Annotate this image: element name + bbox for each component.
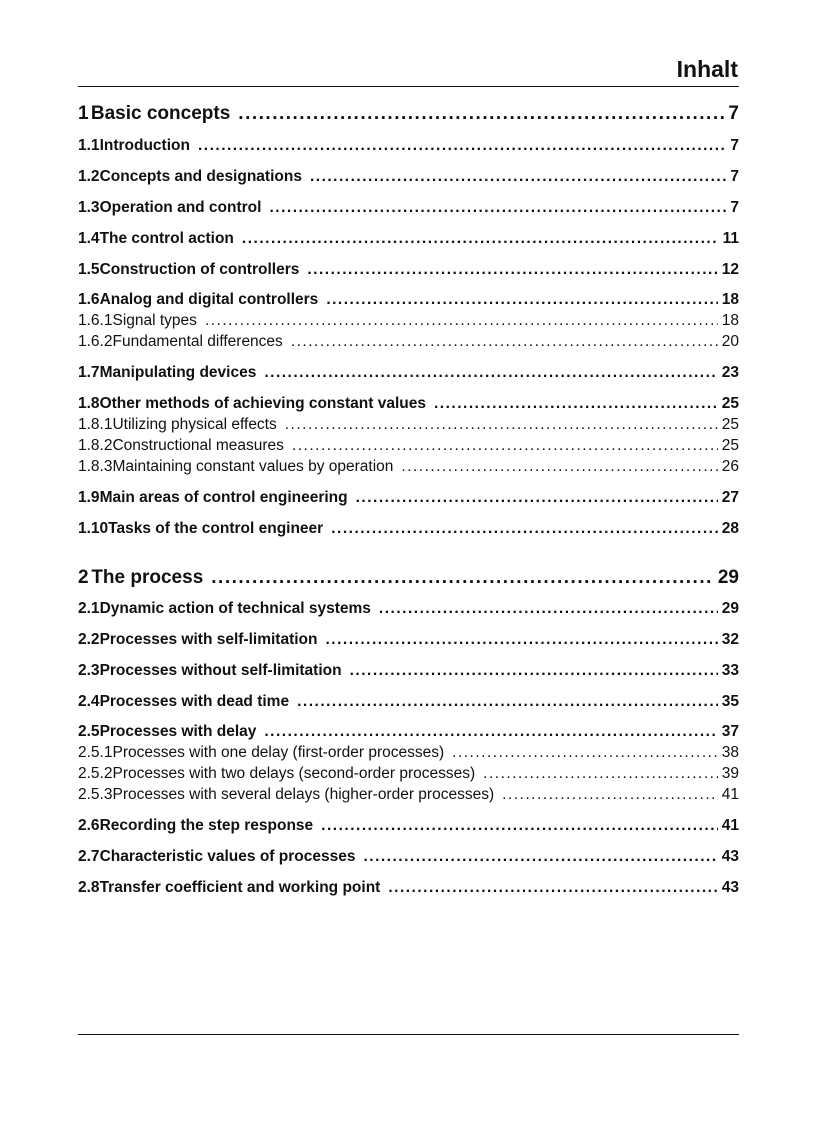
toc-entry-page: 25 bbox=[721, 437, 739, 454]
toc-dot-leader bbox=[388, 879, 717, 897]
toc-entry-number: 1.6 bbox=[78, 291, 100, 308]
toc-entry[interactable] bbox=[78, 723, 739, 743]
toc-entry[interactable] bbox=[78, 333, 739, 353]
toc-entry[interactable] bbox=[78, 786, 739, 806]
toc-entry-title: Fundamental differences bbox=[112, 333, 283, 350]
toc-entry-number: 2.8 bbox=[78, 879, 100, 896]
toc-dot-leader bbox=[434, 395, 718, 413]
toc-entry-number: 1.2 bbox=[78, 168, 100, 185]
toc-dot-leader bbox=[350, 662, 718, 680]
toc-entry[interactable] bbox=[78, 103, 739, 127]
toc-dot-leader bbox=[356, 489, 718, 507]
toc-entry-page: 43 bbox=[721, 879, 739, 896]
toc-entry-title: Processes with two delays (second-order processes) bbox=[112, 765, 476, 782]
toc-entry-title: Processes without self-limitation bbox=[99, 662, 342, 679]
toc-entry-number: 1.6.1 bbox=[78, 312, 113, 329]
toc-entry[interactable] bbox=[78, 600, 739, 620]
toc-entry-number: 1.10 bbox=[78, 520, 109, 537]
page-title: Inhalt bbox=[676, 56, 738, 82]
toc-entry-page: 7 bbox=[728, 103, 739, 124]
toc-entry-number: 1.6.2 bbox=[78, 333, 113, 350]
toc-dot-leader bbox=[264, 364, 717, 382]
toc-entry-title: Dynamic action of technical systems bbox=[99, 600, 371, 617]
toc-entry-title: Concepts and designations bbox=[99, 168, 302, 185]
toc-entry-page: 28 bbox=[721, 520, 739, 537]
toc-entry-title: Processes with several delays (higher-order processes) bbox=[112, 786, 495, 803]
toc-entry-number: 1.8.3 bbox=[78, 458, 113, 475]
toc-entry[interactable] bbox=[78, 765, 739, 785]
toc-entry-title: Characteristic values of processes bbox=[99, 848, 356, 865]
toc-entry-page: 18 bbox=[721, 291, 739, 308]
toc-entry-page: 37 bbox=[721, 723, 739, 740]
toc-entry[interactable] bbox=[78, 364, 739, 384]
toc-entry-title: Signal types bbox=[112, 312, 197, 329]
toc-entry-number: 2.1 bbox=[78, 600, 100, 617]
toc-entry-number: 2.3 bbox=[78, 662, 100, 679]
toc-entry-number: 2.7 bbox=[78, 848, 100, 865]
toc-entry-number: 1.3 bbox=[78, 199, 100, 216]
toc-entry[interactable] bbox=[78, 848, 739, 868]
toc-entry-page: 7 bbox=[730, 137, 739, 154]
toc-entry-page: 29 bbox=[717, 567, 739, 588]
toc-entry[interactable] bbox=[78, 230, 739, 250]
toc-entry-page: 41 bbox=[721, 817, 739, 834]
toc-entry-title: Transfer coefficient and working point bbox=[99, 879, 381, 896]
toc-entry-number: 2.5.1 bbox=[78, 744, 113, 761]
toc-entry-number: 2.2 bbox=[78, 631, 100, 648]
toc-entry-page: 25 bbox=[721, 416, 739, 433]
toc-entry-page: 43 bbox=[721, 848, 739, 865]
toc-entry-title: Analog and digital controllers bbox=[99, 291, 319, 308]
toc-entry-number: 1.8.1 bbox=[78, 416, 113, 433]
toc-dot-leader bbox=[452, 744, 718, 762]
toc-entry[interactable] bbox=[78, 817, 739, 837]
toc-entry-page: 26 bbox=[721, 458, 739, 475]
toc-dot-leader bbox=[285, 416, 718, 434]
toc-entry-title: Other methods of achieving constant values bbox=[99, 395, 426, 412]
toc-entry-title: Basic concepts bbox=[90, 103, 231, 124]
toc-entry[interactable] bbox=[78, 662, 739, 682]
header-rule bbox=[78, 86, 739, 87]
toc-entry-number: 2 bbox=[78, 567, 89, 588]
toc-dot-leader bbox=[310, 168, 726, 186]
toc-dot-leader bbox=[483, 765, 718, 783]
toc-entry-title: Tasks of the control engineer bbox=[108, 520, 324, 537]
toc-dot-leader bbox=[211, 567, 714, 589]
toc-dot-leader bbox=[326, 631, 718, 649]
toc-entry-title: Maintaining constant values by operation bbox=[112, 458, 394, 475]
toc-dot-leader bbox=[242, 230, 719, 248]
toc-dot-leader bbox=[363, 848, 717, 866]
toc-entry[interactable] bbox=[78, 312, 739, 332]
toc-entry-page: 11 bbox=[722, 230, 739, 247]
toc-entry-number: 1.4 bbox=[78, 230, 100, 247]
toc-entry-page: 29 bbox=[721, 600, 739, 617]
toc-entry-page: 41 bbox=[721, 786, 739, 803]
toc-dot-leader bbox=[292, 437, 718, 455]
toc-entry[interactable] bbox=[78, 520, 739, 540]
toc-entry-page: 33 bbox=[721, 662, 739, 679]
toc-entry-number: 1 bbox=[78, 103, 89, 124]
toc-dot-leader bbox=[331, 520, 718, 538]
toc-entry-number: 2.5.3 bbox=[78, 786, 113, 803]
toc-entry-number: 2.5 bbox=[78, 723, 100, 740]
toc-entry-number: 1.8.2 bbox=[78, 437, 113, 454]
toc-dot-leader bbox=[307, 261, 717, 279]
toc-entry[interactable] bbox=[78, 416, 739, 436]
toc-entry-page: 38 bbox=[721, 744, 739, 761]
toc-entry[interactable] bbox=[78, 693, 739, 713]
toc-dot-leader bbox=[198, 137, 726, 155]
toc-entry-title: Processes with delay bbox=[99, 723, 257, 740]
toc-entry-page: 27 bbox=[721, 489, 739, 506]
toc-entry-page: 39 bbox=[721, 765, 739, 782]
toc-entry-title: Operation and control bbox=[99, 199, 262, 216]
toc-entry-title: Utilizing physical effects bbox=[112, 416, 277, 433]
toc-entry-title: Manipulating devices bbox=[99, 364, 257, 381]
toc-entry-title: Constructional measures bbox=[112, 437, 284, 454]
toc-entry[interactable] bbox=[78, 489, 739, 509]
toc-entry[interactable] bbox=[78, 744, 739, 764]
toc-entry-number: 1.1 bbox=[78, 137, 100, 154]
toc-entry-page: 7 bbox=[730, 168, 739, 185]
toc-entry-number: 1.8 bbox=[78, 395, 100, 412]
toc-entry[interactable] bbox=[78, 137, 739, 157]
toc-dot-leader bbox=[291, 333, 718, 351]
toc-entry-title: Processes with dead time bbox=[99, 693, 290, 710]
toc-dot-leader bbox=[321, 817, 718, 835]
toc-entry[interactable] bbox=[78, 458, 739, 478]
toc-dot-leader bbox=[401, 458, 717, 476]
toc-entry[interactable] bbox=[78, 879, 739, 899]
toc-dot-leader bbox=[502, 786, 718, 804]
toc-entry-title: The process bbox=[91, 567, 204, 588]
toc-entry[interactable] bbox=[78, 168, 739, 188]
toc-dot-leader bbox=[379, 600, 718, 618]
toc-dot-leader bbox=[269, 199, 726, 217]
toc-dot-leader bbox=[238, 103, 724, 125]
toc-entry-title: Introduction bbox=[99, 137, 190, 154]
toc-entry[interactable] bbox=[78, 395, 739, 415]
toc-entry-title: The control action bbox=[99, 230, 234, 247]
toc-entry-number: 1.7 bbox=[78, 364, 100, 381]
toc-entry-title: Main areas of control engineering bbox=[99, 489, 348, 506]
toc-entry[interactable] bbox=[78, 261, 739, 281]
toc-entry-page: 20 bbox=[721, 333, 739, 350]
toc-entry[interactable] bbox=[78, 567, 739, 591]
toc-entry-number: 2.6 bbox=[78, 817, 100, 834]
toc-entry-title: Recording the step response bbox=[99, 817, 314, 834]
toc-entry[interactable] bbox=[78, 631, 739, 651]
toc-dot-leader bbox=[297, 693, 718, 711]
toc-entry-number: 1.9 bbox=[78, 489, 100, 506]
toc-entry-page: 32 bbox=[721, 631, 739, 648]
toc-dot-leader bbox=[264, 723, 717, 741]
toc-entry-page: 23 bbox=[721, 364, 739, 381]
toc-dot-leader bbox=[326, 291, 717, 309]
toc-entry-page: 12 bbox=[721, 261, 739, 278]
footer-rule bbox=[78, 1034, 739, 1035]
toc-entry-page: 7 bbox=[730, 199, 739, 216]
toc-entry-page: 18 bbox=[721, 312, 739, 329]
toc-dot-leader bbox=[205, 312, 718, 330]
toc-entry-title: Processes with one delay (first-order processes) bbox=[112, 744, 445, 761]
toc-entry[interactable] bbox=[78, 199, 739, 219]
toc-entry-number: 2.5.2 bbox=[78, 765, 113, 782]
toc-entry-title: Processes with self-limitation bbox=[99, 631, 318, 648]
toc-entry[interactable] bbox=[78, 437, 739, 457]
toc-entry[interactable] bbox=[78, 291, 739, 311]
toc-entry-title: Construction of controllers bbox=[99, 261, 300, 278]
toc-entry-number: 2.4 bbox=[78, 693, 100, 710]
toc-entry-number: 1.5 bbox=[78, 261, 100, 278]
toc-entry-page: 25 bbox=[721, 395, 739, 412]
toc-entry-page: 35 bbox=[721, 693, 739, 710]
